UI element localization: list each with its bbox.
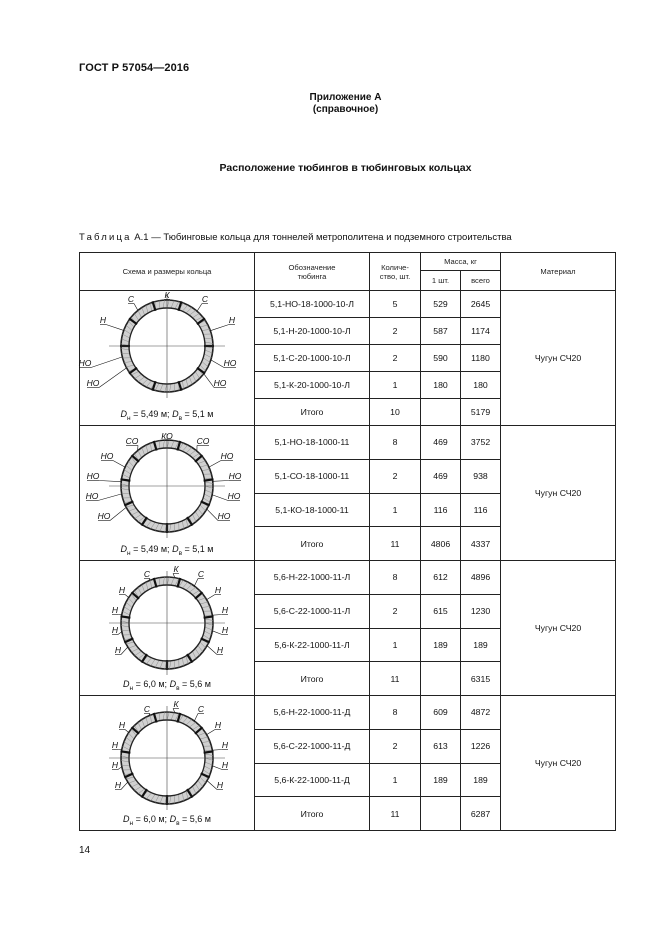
- mass-total-cell: 1174: [461, 318, 501, 345]
- mass-one-cell: 590: [421, 345, 461, 372]
- mass-one-cell: 469: [421, 426, 461, 460]
- segment-leader: [194, 714, 198, 722]
- dim-inner-sub: в: [178, 415, 183, 422]
- mass-one-cell: 587: [421, 318, 461, 345]
- mass-total-cell: 1180: [461, 345, 501, 372]
- segment-leader: [125, 595, 129, 598]
- designation-cell: Итого: [255, 399, 370, 426]
- segment-label: Н: [114, 780, 122, 790]
- quantity-cell: 11: [370, 662, 421, 696]
- segment-label: Н: [214, 585, 222, 595]
- ring-scheme-svg: [80, 291, 255, 406]
- dim-outer-sub: н: [127, 415, 131, 422]
- quantity-cell: 11: [370, 797, 421, 831]
- ring-dimensions: [80, 544, 254, 557]
- dim-inner-sub: в: [176, 820, 180, 827]
- table-row: [80, 426, 616, 460]
- dim-outer-sub: н: [127, 550, 131, 557]
- segment-label: Н: [111, 760, 119, 770]
- segment-label: НО: [213, 378, 227, 388]
- segment-label: НО: [97, 511, 111, 521]
- designation-cell: Итого: [255, 662, 370, 696]
- quantity-cell: 2: [370, 729, 421, 763]
- segment-label: Н: [221, 760, 229, 770]
- dim-d-symbol: D: [172, 409, 179, 420]
- segment-leader: [98, 494, 122, 501]
- quantity-cell: 2: [370, 318, 421, 345]
- designation-cell: 5,1-НО-18-1000-10-Л: [255, 291, 370, 318]
- appendix-subtitle: (справочное): [312, 104, 379, 115]
- segment-leader: [209, 461, 221, 468]
- mass-one-cell: [421, 662, 461, 696]
- segment-label: С: [201, 294, 209, 304]
- mass-total-cell: 938: [461, 459, 501, 493]
- material-cell: Чугун СЧ20: [501, 696, 616, 831]
- segment-label: НО: [227, 491, 241, 501]
- appendix-heading: [0, 92, 661, 116]
- segment-leader: [197, 304, 202, 312]
- material-cell: Чугун СЧ20: [501, 561, 616, 696]
- dim-d-symbol: D: [169, 814, 177, 825]
- designation-cell: 5,1-СО-18-1000-11: [255, 459, 370, 493]
- segment-leader: [125, 730, 129, 733]
- dim-d-symbol: D: [123, 679, 130, 690]
- page-number: 14: [79, 845, 91, 856]
- segment-label: НО: [78, 358, 92, 368]
- mass-total-cell: 2645: [461, 291, 501, 318]
- header-scheme: Схема и размеры кольца: [80, 253, 255, 291]
- mass-one-cell: 4806: [421, 527, 461, 561]
- quantity-cell: 1: [370, 763, 421, 797]
- designation-cell: 5,1-Н-20-1000-10-Л: [255, 318, 370, 345]
- header-mass-total: всего: [461, 271, 501, 291]
- segment-label: Н: [111, 605, 119, 615]
- segment-label: К: [164, 290, 170, 300]
- segment-leader: [207, 595, 215, 600]
- ring-joint: [120, 479, 130, 480]
- mass-one-cell: 180: [421, 372, 461, 399]
- header-quantity: [370, 253, 421, 291]
- mass-one-cell: [421, 399, 461, 426]
- segment-label: Н: [118, 720, 126, 730]
- dim-outer-value: = 6,0 м;: [133, 679, 170, 690]
- mass-total-cell: 180: [461, 372, 501, 399]
- segment-label: Н: [216, 780, 224, 790]
- segment-label: К: [173, 699, 179, 709]
- segment-leader: [207, 730, 215, 735]
- table-caption-prefix: Таблица: [79, 232, 132, 243]
- table-caption-text: — Тюбинговые кольца для тоннелей метрополитена и подземного строительства: [151, 232, 512, 243]
- segment-label: Н: [228, 315, 236, 325]
- mass-total-cell: 4337: [461, 527, 501, 561]
- designation-cell: 5,1-КО-18-1000-11: [255, 493, 370, 527]
- header-mass-one: 1 шт.: [421, 271, 461, 291]
- segment-label: Н: [221, 605, 229, 615]
- ring-scheme-cell: [80, 561, 255, 696]
- designation-cell: 5,6-К-22-1000-11-Д: [255, 763, 370, 797]
- segment-leader: [207, 781, 217, 790]
- quantity-cell: 8: [370, 426, 421, 460]
- segment-label: Н: [118, 585, 126, 595]
- ring-dimensions: [80, 814, 254, 827]
- segment-leader: [212, 631, 222, 635]
- material-cell: Чугун СЧ20: [501, 426, 616, 561]
- dim-inner-value: = 5,1 м: [182, 409, 214, 420]
- segment-label: Н: [111, 625, 119, 635]
- mass-one-cell: 529: [421, 291, 461, 318]
- segment-leader: [212, 495, 228, 501]
- segment-label: НО: [217, 511, 231, 521]
- quantity-cell: 11: [370, 527, 421, 561]
- table-caption-number: А.1: [134, 232, 149, 243]
- table-row: [80, 696, 616, 730]
- segment-leader: [113, 461, 125, 468]
- mass-total-cell: 116: [461, 493, 501, 527]
- header-designation-line2: тюбинга: [297, 271, 327, 281]
- segment-leader: [106, 325, 124, 331]
- mass-one-cell: 612: [421, 561, 461, 595]
- mass-total-cell: 4872: [461, 696, 501, 730]
- mass-total-cell: 3752: [461, 426, 501, 460]
- segment-leader: [194, 579, 198, 587]
- table-row: [80, 291, 616, 318]
- dim-inner-sub: в: [176, 685, 180, 692]
- segment-label: НО: [100, 451, 114, 461]
- header-designation: [255, 253, 370, 291]
- designation-cell: 5,1-НО-18-1000-11: [255, 426, 370, 460]
- quantity-cell: 2: [370, 594, 421, 628]
- mass-one-cell: 609: [421, 696, 461, 730]
- header-designation-line1: Обозначение: [288, 262, 336, 272]
- segment-label: Н: [221, 740, 229, 750]
- header-quantity-line1: Количе-: [381, 262, 409, 272]
- ring-scheme-cell: [80, 291, 255, 426]
- section-title: Расположение тюбингов в тюбинговых кольцах: [219, 162, 472, 174]
- ring-joint: [204, 616, 214, 617]
- mass-total-cell: 1230: [461, 594, 501, 628]
- segment-label: НО: [86, 471, 100, 481]
- ring-joint: [204, 479, 214, 480]
- quantity-cell: 2: [370, 345, 421, 372]
- segment-label: НО: [223, 358, 237, 368]
- designation-cell: 5,1-С-20-1000-10-Л: [255, 345, 370, 372]
- segment-label: Н: [221, 625, 229, 635]
- dim-d-symbol: D: [169, 679, 177, 690]
- dim-outer-value: = 6,0 м;: [133, 814, 170, 825]
- segment-label: Н: [114, 645, 122, 655]
- segment-label: Н: [216, 645, 224, 655]
- table-caption: [79, 232, 512, 243]
- ring-scheme-svg: [80, 696, 255, 811]
- segment-label: КО: [161, 431, 173, 441]
- mass-total-cell: 189: [461, 763, 501, 797]
- mass-total-cell: 5179: [461, 399, 501, 426]
- segment-leader: [121, 782, 128, 789]
- ring-scheme-cell: [80, 426, 255, 561]
- header-mass: Масса, кг: [421, 253, 501, 271]
- dim-inner-sub: в: [178, 550, 183, 557]
- segment-leader: [91, 357, 122, 368]
- ring-scheme-svg: [80, 426, 255, 541]
- ring-dimensions: [80, 679, 254, 692]
- segment-leader: [121, 647, 128, 654]
- segment-label: НО: [86, 378, 100, 388]
- segment-leader: [204, 374, 214, 388]
- mass-one-cell: 189: [421, 628, 461, 662]
- dim-d-symbol: D: [123, 814, 130, 825]
- mass-one-cell: 116: [421, 493, 461, 527]
- segment-label: Н: [214, 720, 222, 730]
- quantity-cell: 1: [370, 372, 421, 399]
- designation-cell: 5,6-Н-22-1000-11-Д: [255, 696, 370, 730]
- segment-label: НО: [220, 451, 234, 461]
- segment-label: С: [197, 569, 205, 579]
- dim-inner-value: = 5,6 м: [179, 679, 211, 690]
- segment-leader: [118, 632, 122, 635]
- dim-outer-sub: н: [129, 685, 134, 692]
- header-material: Материал: [501, 253, 616, 291]
- dim-d-symbol: D: [172, 544, 179, 555]
- tubing-rings-table: [79, 252, 616, 831]
- segment-leader: [207, 509, 218, 520]
- table-row: [80, 561, 616, 595]
- segment-leader: [99, 481, 121, 482]
- segment-label: С: [143, 704, 151, 714]
- header-quantity-line2: ство, шт.: [379, 271, 411, 281]
- mass-total-cell: 6287: [461, 797, 501, 831]
- mass-total-cell: 189: [461, 628, 501, 662]
- mass-total-cell: 1226: [461, 729, 501, 763]
- table-body: [80, 291, 616, 831]
- segment-leader: [110, 507, 126, 520]
- segment-label: СО: [196, 436, 210, 446]
- dim-inner-value: = 5,6 м: [179, 814, 211, 825]
- mass-one-cell: [421, 797, 461, 831]
- segment-label: С: [143, 569, 151, 579]
- designation-cell: 5,6-К-22-1000-11-Л: [255, 628, 370, 662]
- mass-one-cell: 613: [421, 729, 461, 763]
- quantity-cell: 8: [370, 696, 421, 730]
- segment-label: НО: [228, 471, 242, 481]
- segment-leader: [118, 767, 122, 770]
- segment-label: НО: [85, 491, 99, 501]
- ring-joint: [204, 751, 214, 752]
- dim-outer-sub: н: [129, 820, 134, 827]
- segment-label: С: [127, 294, 135, 304]
- dim-d-symbol: D: [120, 409, 127, 420]
- segment-leader: [211, 360, 224, 368]
- designation-cell: 5,6-С-22-1000-11-Д: [255, 729, 370, 763]
- segment-label: Н: [111, 740, 119, 750]
- ring-scheme-svg: [80, 561, 255, 676]
- quantity-cell: 8: [370, 561, 421, 595]
- material-cell: Чугун СЧ20: [501, 291, 616, 426]
- quantity-cell: 5: [370, 291, 421, 318]
- mass-one-cell: 469: [421, 459, 461, 493]
- quantity-cell: 1: [370, 628, 421, 662]
- quantity-cell: 10: [370, 399, 421, 426]
- designation-cell: Итого: [255, 527, 370, 561]
- segment-leader: [213, 481, 229, 482]
- segment-leader: [99, 368, 127, 388]
- mass-one-cell: 615: [421, 594, 461, 628]
- ring-joint: [120, 616, 130, 617]
- appendix-title: Приложение А: [309, 92, 382, 103]
- ring-scheme-cell: [80, 696, 255, 831]
- designation-cell: 5,6-Н-22-1000-11-Л: [255, 561, 370, 595]
- mass-one-cell: 189: [421, 763, 461, 797]
- designation-cell: 5,1-К-20-1000-10-Л: [255, 372, 370, 399]
- dim-d-symbol: D: [120, 544, 127, 555]
- ring-dimensions: [80, 409, 254, 422]
- quantity-cell: 2: [370, 459, 421, 493]
- standard-header: ГОСТ Р 57054—2016: [79, 62, 190, 74]
- dim-outer-value: = 5,49 м;: [130, 409, 173, 420]
- segment-leader: [212, 750, 222, 751]
- segment-leader: [212, 615, 222, 616]
- segment-label: К: [173, 564, 179, 574]
- segment-leader: [212, 766, 222, 770]
- segment-leader: [207, 646, 217, 655]
- mass-total-cell: 6315: [461, 662, 501, 696]
- segment-label: СО: [125, 436, 139, 446]
- dim-outer-value: = 5,49 м;: [130, 544, 173, 555]
- ring-joint: [120, 751, 130, 752]
- dim-inner-value: = 5,1 м: [182, 544, 214, 555]
- designation-cell: 5,6-С-22-1000-11-Л: [255, 594, 370, 628]
- designation-cell: Итого: [255, 797, 370, 831]
- segment-label: С: [197, 704, 205, 714]
- quantity-cell: 1: [370, 493, 421, 527]
- segment-label: Н: [99, 315, 107, 325]
- mass-total-cell: 4896: [461, 561, 501, 595]
- segment-leader: [134, 304, 138, 311]
- segment-leader: [210, 325, 229, 331]
